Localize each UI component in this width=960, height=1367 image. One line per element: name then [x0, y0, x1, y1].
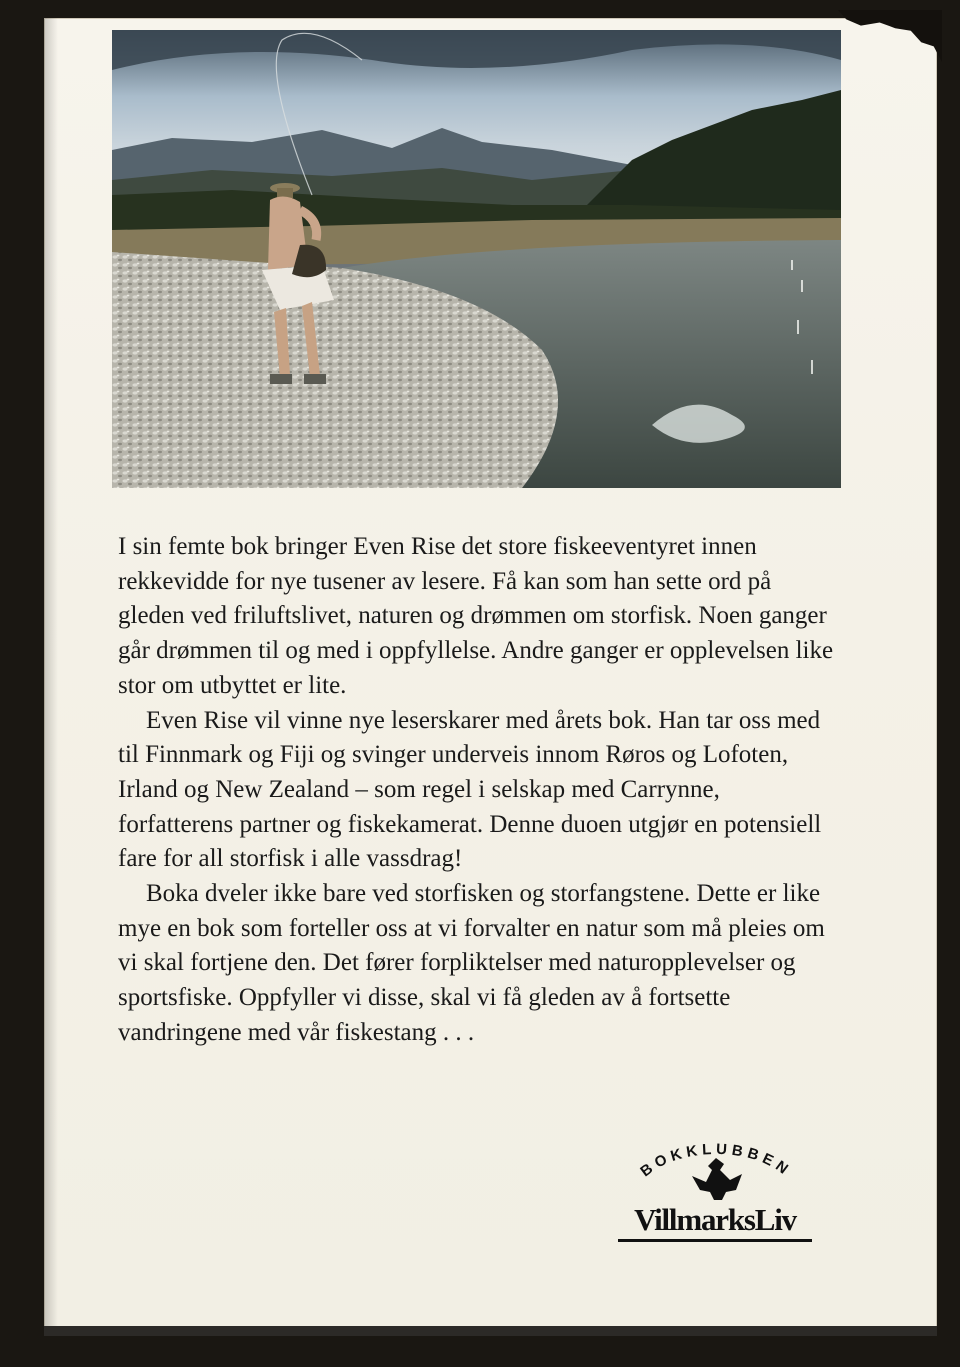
fly-fisherman-photo-icon [112, 30, 841, 488]
eagle-icon [692, 1158, 742, 1200]
blurb-paragraph-1: I sin femte bok bringer Even Rise det store fiskeeventyret innen rekkevidde for nye tusener av lesere. Få kan som han sette ord på gleden ved friluftslivet, naturen og drømmen om storfisk. Noen ganger går drømmen til og med i oppfyllelse. Andre ganger er opplevelsen like stor om utbyttet er lite. [118, 533, 834, 699]
cover-photo [112, 30, 841, 488]
blurb-text [118, 530, 838, 1051]
bokklubben-logo [610, 1140, 820, 1244]
blurb-paragraph-2: Even Rise vil vinne nye leserskarer med årets bok. Han tar oss med til Finnmark og Fiji og svinger underveis innom Røros og Lofoten, Irland og New Zealand – som regel i selskap med Carrynne, forfatterens partner og fiskekamerat. Denne duoen utgjør en potensiell fare for all storfisk i alle vassdrag! [118, 706, 822, 873]
logo-underline [618, 1239, 812, 1242]
cover-bottom-edge [44, 1326, 937, 1336]
spine-shadow [44, 18, 58, 1336]
logo-arc-text: BOKKLUBBEN [637, 1140, 795, 1181]
blurb-paragraph-3: Boka dveler ikke bare ved storfisken og storfangstene. Dette er like mye en bok som forteller oss at vi forvalter en natur som må pleies om vi skal fortjene den. Det fører forpliktelser med naturopplevelser og sportsfiske. Oppfyller vi disse, skal vi få gleden av å fortsette vandringene med vår fiskestang . . . [118, 880, 825, 1046]
logo-name: VillmarksLiv [634, 1202, 796, 1237]
